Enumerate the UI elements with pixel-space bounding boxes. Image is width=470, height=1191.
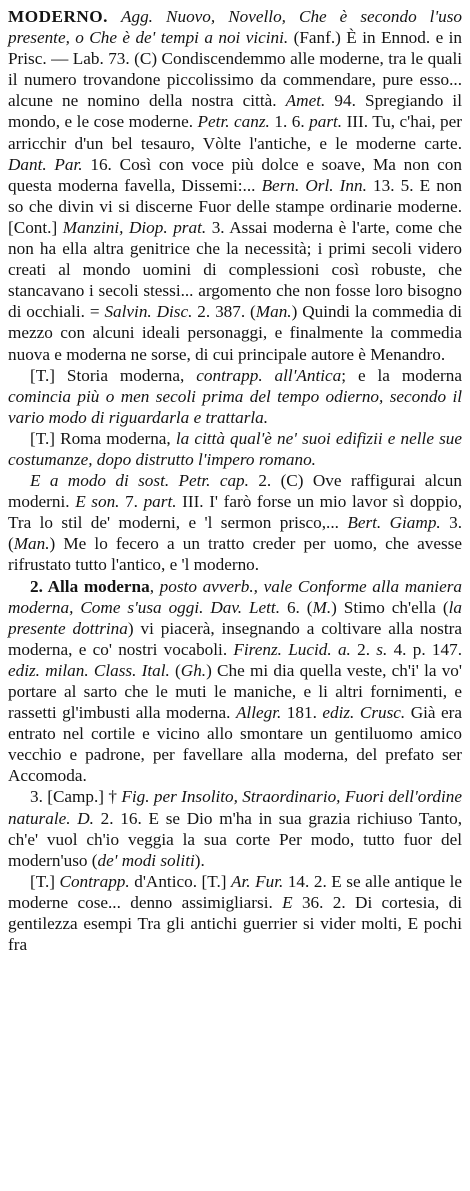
entry-headword: MODERNO. bbox=[8, 7, 108, 26]
text-italic: la città qual'è ne' suoi edifizii e nelle sue costumanze, dopo distrutto l'impero romano. bbox=[8, 428, 462, 469]
text-roman: (Fanf.) È in Ennod. e in Prisc. — Lab. 73. (C) Condiscendemmo alle moderne, tra le quali il numero trovandone piccolissimo da commendare, pure esso... alcune ne nomino della nostra città. bbox=[8, 28, 462, 111]
citation: ediz. Crusc. bbox=[322, 703, 406, 723]
text-roman: ; e la moderna bbox=[341, 365, 462, 385]
text-roman: ( bbox=[169, 660, 181, 680]
entry-subparagraph-roma bbox=[8, 428, 462, 470]
text-roman: 14. 2. E se alle antique le moderne cose... denno assimigliarsi. bbox=[8, 871, 463, 912]
entry-contrapp bbox=[8, 871, 462, 955]
text-italic: Agg. Nuovo, Novello, Che è secondo l'uso presente, o Che è de' tempi a noi vicini. bbox=[8, 7, 463, 48]
text-roman: 1. 6. bbox=[269, 112, 310, 132]
entry-subparagraph-storia bbox=[8, 365, 462, 428]
sense-heading: 2. Alla moderna bbox=[30, 576, 150, 596]
citation: Manzini, Diop. prat. bbox=[62, 217, 207, 237]
text-roman: ) vi piacerà, insegnando a coltivare alla nostra moderna, e co' nostri vocaboli. bbox=[8, 618, 462, 659]
citation: E son. bbox=[75, 492, 120, 512]
citation: Man. bbox=[255, 302, 292, 322]
text-roman: 3. Assai moderna è l'arte, come che non ha ella altra genitrice che la necessità; i primi secoli videro creati al mondo uomini di complessioni così robuste, che stancavano i secoli stessi... argomento che non fosse loro bisogno di occhiali. = bbox=[8, 217, 462, 322]
text-italic: la presente dottrina bbox=[8, 597, 462, 638]
text-roman: III. Tu, c'hai, per arricchir d'un bel tesauro, Vòlte l'antiche, e le moderne carte. bbox=[8, 112, 462, 153]
text-italic: posto avverb., vale Conforme alla maniera moderna, Come s'usa oggi. Dav. Lett. bbox=[8, 576, 462, 617]
citation: Petr. canz. bbox=[197, 112, 270, 132]
text-italic: Contrapp. bbox=[59, 871, 130, 891]
citation: Bern. Orl. Inn. bbox=[261, 175, 367, 195]
text-italic: E a modo di sost. Petr. cap. bbox=[30, 471, 249, 491]
text-roman: d'Antico. [T.] bbox=[129, 871, 232, 891]
citation: ediz. milan. Class. Ital. bbox=[8, 660, 170, 680]
citation: Firenz. Lucid. bbox=[233, 639, 332, 659]
text-italic: de' modi soliti bbox=[97, 850, 195, 870]
citation: Allegr. bbox=[235, 703, 282, 723]
citation: Amet. bbox=[285, 91, 326, 111]
text-italic: comincia più o men secoli prima del tempo odierno, secondo il vario modo di riguardarla e trattarla. bbox=[8, 386, 462, 427]
text-roman: [T.] bbox=[30, 871, 60, 891]
text-roman: Già era entrato nel cortile e vicino allo smontare un gentiluomo amico vecchio e padrone, per favellare alla moderna, del prefato ser Accomoda. bbox=[8, 703, 463, 786]
text-roman: 3. [Camp.] † bbox=[30, 787, 122, 807]
citation: s. bbox=[376, 639, 388, 659]
text-roman: 13. 5. E non so che divin vi si discerne Fuor delle stampe ordinarie moderne. [Cont.] bbox=[8, 175, 463, 237]
text-roman: III. I' farò forse un mio lavor sì doppio, Tra lo stil de' moderni, e 'l sermon prisco,... bbox=[8, 492, 463, 533]
entry-sense-3 bbox=[8, 786, 462, 870]
text-roman: ). bbox=[194, 850, 205, 870]
entry-subparagraph-sost bbox=[8, 470, 462, 575]
citation: Salvin. Disc. bbox=[104, 302, 193, 322]
text-roman: ) Me lo fecero a un tratto creder per uomo, che avesse rifrustato tutto l'antico, e 'l moderno. bbox=[8, 534, 462, 575]
citation: Gh. bbox=[180, 660, 207, 680]
citation: Bert. Giamp. bbox=[347, 513, 441, 533]
citation: part. bbox=[143, 492, 177, 512]
text-roman: 2. 16. E se Dio m'ha in sua grazia richiuso Tanto, ch'e' vuol ch'io veggia la sua corte Per modo, tutto fuor del modern'uso ( bbox=[8, 808, 462, 870]
citation: E bbox=[282, 892, 293, 912]
text-roman: 4. p. 147. bbox=[387, 639, 462, 659]
text-italic: contrapp. all'Antica bbox=[196, 365, 342, 385]
text-roman: 94. Spregiando il mondo, e le cose moderne. bbox=[8, 91, 462, 132]
text-roman: 7. bbox=[119, 492, 144, 512]
citation: M. bbox=[312, 597, 332, 617]
text-roman: 3. ( bbox=[8, 513, 462, 554]
citation: Ar. Fur. bbox=[231, 871, 284, 891]
text-roman: ) Quindi la commedia di mezzo con alcuni ideali personaggi, e finalmente la commedia nuova e moderna ne sorse, di cui principale autore è Menandro. bbox=[8, 302, 462, 364]
text-roman: [T.] Roma moderna, bbox=[30, 428, 176, 448]
text-roman: , bbox=[149, 576, 160, 596]
text-roman: 2. bbox=[350, 639, 377, 659]
citation: Man. bbox=[13, 534, 50, 554]
text-roman: 2. (C) Ove raffigurai alcun moderni. bbox=[8, 471, 462, 512]
text-roman: 181. bbox=[281, 703, 323, 723]
entry-sense-2 bbox=[8, 576, 462, 787]
text-roman: 36. 2. Di cortesia, di gentilezza esempi Tra gli antichi guerrier si vider molti, E pochi fra bbox=[8, 892, 463, 955]
text-italic: Fig. per Insolito, Straordinario, Fuori dell'ordine naturale. D. bbox=[8, 787, 462, 828]
text-roman: 16. Così con voce più dolce e soave, Ma non con questa moderna favella, Dissemi:... bbox=[8, 154, 462, 195]
text-roman: [T.] Storia moderna, bbox=[30, 365, 197, 385]
citation: a. bbox=[337, 639, 351, 659]
text-roman: ) Che mi dia quella veste, ch'i' la vo' portare al sarto che le muti le maniche, e li altri fornimenti, e rassetti gl'imbusti alla moderna. bbox=[8, 660, 462, 723]
citation: Dant. Par. bbox=[8, 154, 83, 174]
citation: part. bbox=[309, 112, 343, 132]
entry-main-paragraph bbox=[8, 6, 462, 365]
text-roman: 2. 387. ( bbox=[192, 302, 256, 322]
text-roman: 6. ( bbox=[280, 597, 313, 617]
text-roman: ) Stimo ch'ella ( bbox=[331, 597, 449, 617]
